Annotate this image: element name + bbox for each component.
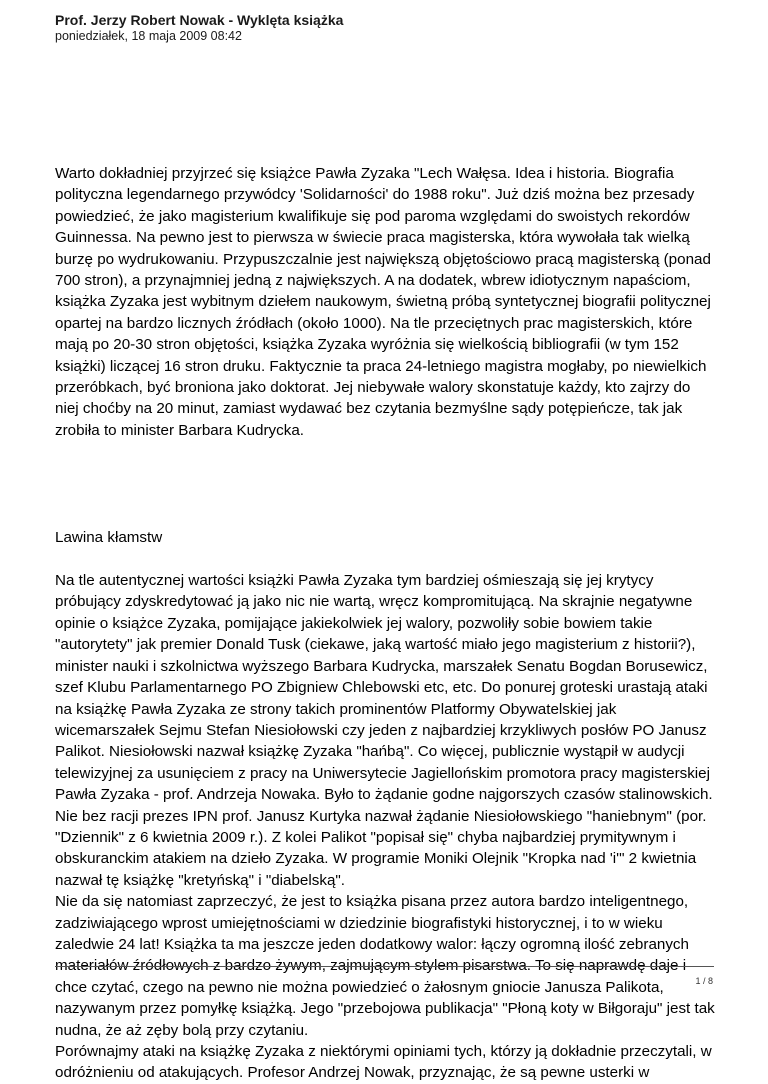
- article-paragraph: Porównajmy ataki na książkę Zyzaka z niektórymi opiniami tych, którzy ją dokładnie przeczytali, w odróżnieniu od atakujących. Profesor Andrzej Nowak, przyznając, że są pewne usterki w: [55, 1043, 712, 1082]
- article-body: [55, 163, 715, 1084]
- article-paragraph: Nie da się natomiast zaprzeczyć, że jest to książka pisana przez autora bardzo inteligentnego, zadziwiającego wprost umiejętnościami w dziedzinie biografistyki historycznej, i to w wieku zaledwie 24 lat! Książka ta ma jeszcze jeden dodatkowy walor: łączy ogromną ilość zebranych materiałów źródłowych z bardzo żywym, zajmującym stylem pisarstwa. To się naprawdę daje i chce czytać, czego na pewno nie można powiedzieć o żałosnym gniocie Janusza Palikota, nazywanym przez pomyłkę książką. Jego "przebojowa publikacja" "Płoną koty w Biłgoraju" jest tak nudna, że aż zęby bolą przy czytaniu.: [55, 893, 715, 1039]
- footer-divider: [55, 966, 714, 967]
- section-heading: Lawina kłamstw: [55, 529, 163, 547]
- article-paragraph: Warto dokładniej przyjrzeć się książce Pawła Zyzaka "Lech Wałęsa. Idea i historia. Biografia polityczna legendarnego przywódcy 'Solidarności' do 1988 roku". Już dziś można bez przesady powiedzieć, że jako magisterium kwalifikuje się pod paroma względami do swoistych rekordów Guinnessa. Na pewno jest to pierwsza w świecie praca magisterska, która wywołała tak wielką burzę po wydrukowaniu. Przypuszczalnie jest największą objętościowo pracą magisterską (ponad 700 stron), a przynajmniej jedną z największych. A na dodatek, wbrew idiotycznym napaściom, książka Zyzaka jest wybitnym dziełem naukowym, świetną próbą syntetycznej biografii politycznej opartej na bardzo licznych źródłach (około 1000). Na tle przeciętnych prac magisterskich, które mają po 20-30 stron objętości, książka Zyzaka wyróżnia się wielkością bibliografii (w tym 152 książki) liczącej 16 stron druku. Faktycznie ta praca 24-letniego magistra mogłaby, po niewielkich przeróbkach, być broniona jako doktorat. Jej niebywałe walory skonstatuje każdy, kto zajrzy do niej choćby na 20 minut, zamiast wydawać bez czytania bezmyślne sądy potępieńcze, tak jak zrobiła to minister Barbara Kudrycka.: [55, 165, 711, 439]
- article-paragraph: Na tle autentycznej wartości książki Pawła Zyzaka tym bardziej ośmieszają się jej krytycy próbujący zdyskredytować ją jako nic nie wartą, wręcz kompromitującą. Na skrajnie negatywne opinie o książce Zyzaka, pomijające jakiekolwiek jej walory, pozwoliły sobie bowiem takie "autorytety" jak premier Donald Tusk (ciekawe, jaką wartość miało jego magisterium z historii?), minister nauki i szkolnictwa wyższego Barbara Kudrycka, marszałek Senatu Bogdan Borusewicz, szef Klubu Parlamentarnego PO Zbigniew Chlebowski etc, etc. Do ponurej groteski urastają ataki na książkę Pawła Zyzaka ze strony takich prominentów Platformy Obywatelskiej jak wicemarszałek Sejmu Stefan Niesiołowski czy jeden z najbardziej krzykliwych posłów PO Janusz Palikot. Niesiołowski nazwał książkę Zyzaka "hańbą". Co więcej, publicznie wystąpił w audycji telewizyjnej za usunięciem z pracy na Uniwersytecie Jagiellońskim promotora pracy magisterskiej Pawła Zyzaka - prof. Andrzeja Nowaka. Było to żądanie godne najgorszych czasów stalinowskich. Nie bez racji prezes IPN prof. Janusz Kurtyka nazwał żądanie Niesiołowskiego "haniebnym" (por. "Dziennik" z 6 kwietnia 2009 r.). Z kolei Palikot "popisał się" chyba najbardziej prymitywnym i obskuranckim atakiem na dzieło Zyzaka. W programie Moniki Olejnik "Kropka nad 'i'" 2 kwietnia nazwał tę książkę "kretyńską" i "diabelską".: [55, 572, 713, 889]
- page-number: 1 / 8: [695, 976, 713, 986]
- document-title: Prof. Jerzy Robert Nowak - Wyklęta książka: [55, 12, 344, 28]
- document-date: poniedziałek, 18 maja 2009 08:42: [55, 29, 242, 43]
- document-header: [55, 12, 715, 44]
